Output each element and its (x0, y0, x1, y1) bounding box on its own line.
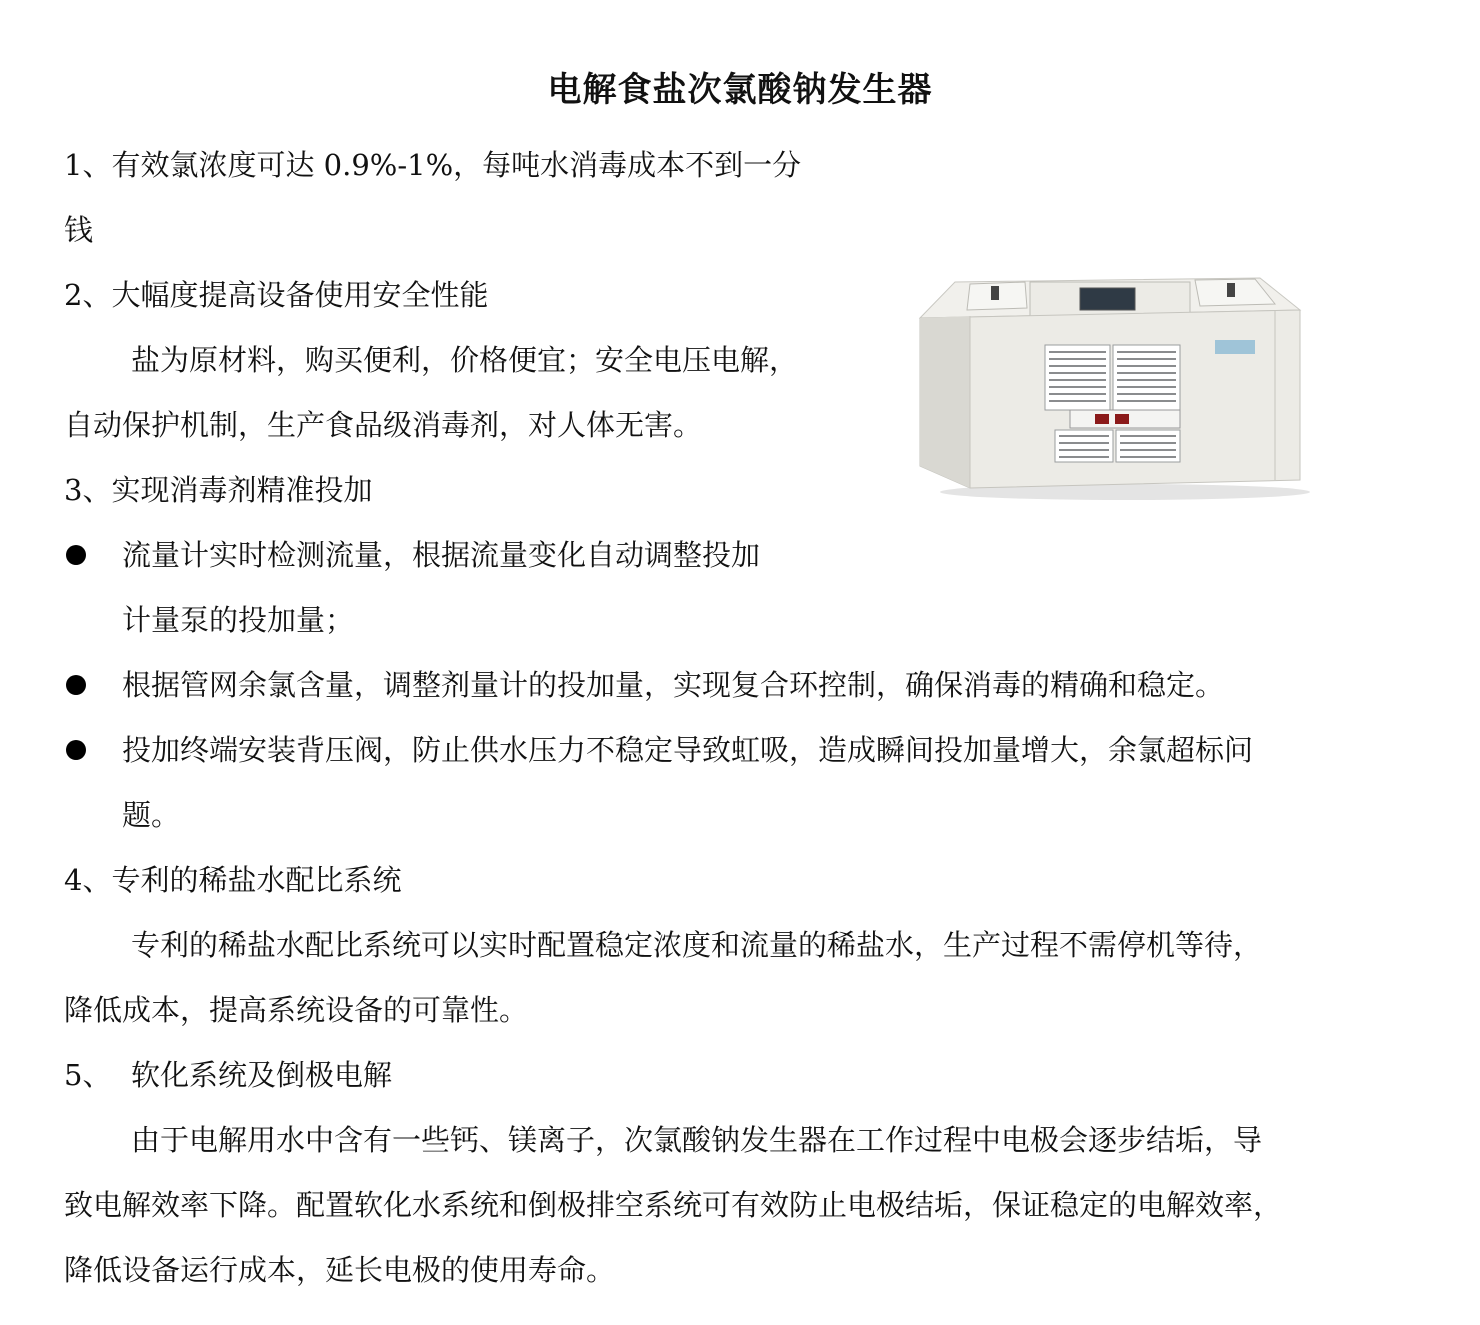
section-1-heading-line-2: 钱 (64, 213, 94, 247)
bullet-1-line-1: 流量计实时检测流量，根据流量变化自动调整投加 (122, 538, 761, 572)
section-4-heading: 4、专利的稀盐水配比系统 (64, 863, 402, 897)
bullet-3-line-1: 投加终端安装背压阀，防止供水压力不稳定导致虹吸，造成瞬间投加量增大，余氯超标问 (122, 733, 1254, 767)
section-5-number: 5、 (64, 1058, 112, 1092)
page-title: 电解食盐次氯酸钠发生器 (547, 70, 933, 110)
section-5-heading: 软化系统及倒极电解 (131, 1058, 393, 1092)
section-5-paragraph-line-2: 致电解效率下降。配置软化水系统和倒极排空系统可有效防止电极结垢，保证稳定的电解效率， (64, 1188, 1283, 1222)
section-2-heading: 2、大幅度提高设备使用安全性能 (64, 278, 489, 312)
section-2-paragraph-line-2: 自动保护机制，生产食品级消毒剂，对人体无害。 (64, 408, 703, 442)
generator-cabinet-illustration (915, 270, 1315, 505)
bullet-3-line-2: 题。 (122, 798, 181, 832)
bullet-2-line-1: 根据管网余氯含量，调整剂量计的投加量，实现复合环控制，确保消毒的精确和稳定。 (122, 668, 1225, 702)
section-1-heading-line-1: 1、有效氯浓度可达 0.9%-1%，每吨水消毒成本不到一分 (64, 148, 802, 182)
bullet-dot (66, 545, 86, 565)
section-5-paragraph-line-3: 降低设备运行成本，延长电极的使用寿命。 (64, 1253, 616, 1287)
section-2-paragraph-line-1: 盐为原材料，购买便利，价格便宜；安全电压电解， (131, 343, 799, 377)
bullet-dot (66, 740, 86, 760)
section-5-paragraph-line-1: 由于电解用水中含有一些钙、镁离子，次氯酸钠发生器在工作过程中电极会逐步结垢，导 (131, 1123, 1263, 1157)
bullet-1-line-2: 计量泵的投加量； (122, 603, 355, 637)
section-4-paragraph-line-1: 专利的稀盐水配比系统可以实时配置稳定浓度和流量的稀盐水，生产过程不需停机等待， (131, 928, 1263, 962)
bullet-dot (66, 675, 86, 695)
section-4-paragraph-line-2: 降低成本，提高系统设备的可靠性。 (64, 993, 529, 1027)
generator-product-image (915, 270, 1315, 505)
section-3-heading: 3、实现消毒剂精准投加 (64, 473, 373, 507)
